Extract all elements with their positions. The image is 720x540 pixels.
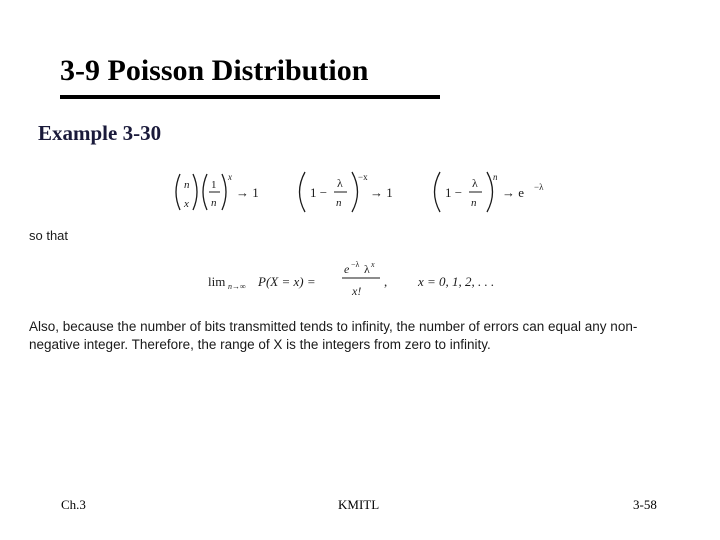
- title-underline: [60, 95, 440, 99]
- paragraph-line-1: Also, because the number of bits transmitted tends to infinity, the number of errors can equal any non-: [29, 319, 638, 334]
- one-minus-b: 1 −: [445, 185, 463, 200]
- exp-neg-lambda: −λ: [534, 182, 544, 192]
- footer-institution: KMITL: [338, 497, 380, 512]
- pmf-lambda: λ: [364, 262, 370, 276]
- arrow-two: → 1: [370, 185, 393, 200]
- pmf-comma: ,: [384, 274, 388, 289]
- so-that-text: so that: [29, 228, 69, 243]
- pmf-e: e: [344, 262, 350, 276]
- slide-title: 3-9 Poisson Distribution: [60, 54, 369, 87]
- frac-den: n: [211, 197, 217, 209]
- pmf-e-exp: −λ: [351, 260, 360, 269]
- lim-subscript: n→∞: [228, 282, 246, 291]
- binom-bottom: x: [184, 198, 189, 210]
- one-minus-a: 1 −: [310, 185, 328, 200]
- power-x: x: [228, 172, 232, 182]
- lambda-a: λ: [337, 176, 343, 190]
- paragraph-line-2: negative integer. Therefore, the range of X is the integers from zero to infinity.: [29, 337, 491, 352]
- arrow-three: → e: [502, 185, 525, 200]
- support-values: x = 0, 1, 2, . . .: [418, 274, 495, 289]
- binom-top: n: [184, 179, 190, 191]
- limit-equations: [170, 168, 560, 218]
- n-b: n: [471, 197, 477, 209]
- lim-text: lim: [208, 274, 226, 289]
- n-a: n: [336, 197, 342, 209]
- pmf-denominator: x!: [352, 284, 362, 298]
- power-neg-x: −x: [358, 172, 368, 182]
- arrow-one: → 1: [236, 185, 259, 200]
- frac-num: 1: [211, 179, 217, 191]
- example-heading: Example 3-30: [38, 121, 162, 145]
- explanation-paragraph: [29, 318, 699, 354]
- pmf-lambda-exp: x: [371, 260, 375, 269]
- poisson-limit-equation: [200, 256, 530, 302]
- power-n: n: [493, 172, 498, 182]
- footer-chapter: Ch.3: [61, 497, 86, 512]
- lambda-b: λ: [472, 176, 478, 190]
- probability-expression: P(X = x) =: [258, 274, 316, 289]
- footer-slide-number: 3-58: [633, 497, 657, 512]
